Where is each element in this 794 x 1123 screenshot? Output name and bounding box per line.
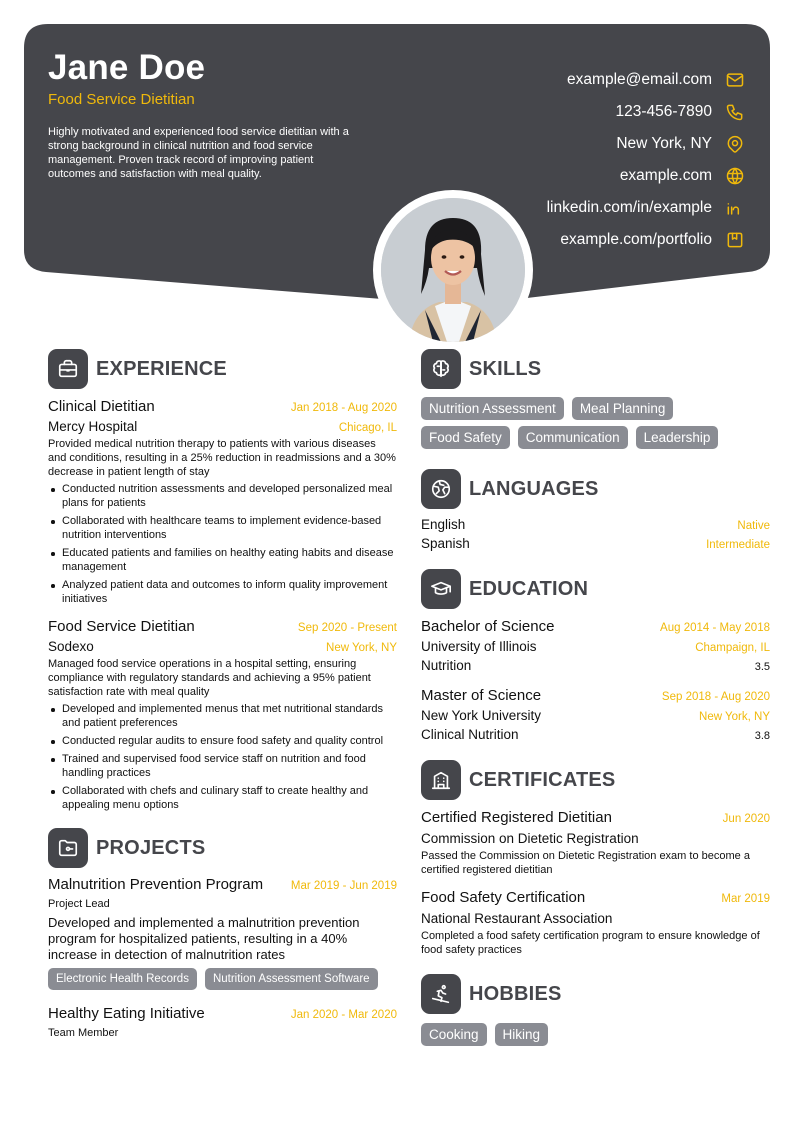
building-icon: [421, 760, 461, 800]
experience-header: [48, 349, 397, 389]
job-org: Sodexo: [48, 639, 94, 654]
project-entry: [48, 1005, 397, 1039]
certificate-date: Mar 2019: [721, 893, 770, 905]
languages-header: [421, 469, 770, 509]
profile-photo-frame: [373, 190, 533, 350]
language-row: [421, 536, 770, 551]
left-column: [48, 349, 397, 1039]
languages-title: LANGUAGES: [469, 477, 599, 500]
job-location: Chicago, IL: [338, 422, 397, 434]
certificates-header: [421, 760, 770, 800]
education-entry: [421, 618, 770, 673]
phone-icon: [724, 101, 746, 123]
contact-email-text[interactable]: example@email.com: [567, 71, 712, 88]
language-level: Intermediate: [706, 539, 770, 551]
job-bullets: [48, 702, 397, 812]
brain-icon: [421, 349, 461, 389]
certificate-description: Passed the Commission on Dietetic Registration exam to become a certified registered dietitian: [421, 850, 750, 876]
language-row: [421, 517, 770, 532]
contact-website-text[interactable]: example.com: [619, 167, 712, 184]
projects-title: PROJECTS: [96, 836, 206, 859]
skill-tag: Food Safety: [421, 426, 510, 449]
job-bullet: Collaborated with chefs and culinary staff to create healthy and appealing menu options: [48, 784, 397, 812]
experience-entry: [48, 398, 397, 606]
certificate-description: Completed a food safety certification program to ensure knowledge of food safety practices: [421, 930, 760, 956]
contact-portfolio-text[interactable]: example.com/portfolio: [560, 231, 712, 248]
contact-phone[interactable]: [426, 96, 746, 128]
education-entry: [421, 687, 770, 742]
experience-entry: [48, 618, 397, 812]
project-description: Developed and implemented a malnutrition prevention program for hospitalized patients, resulting in a 40% increase in detection of malnutrition rates: [48, 915, 360, 962]
project-tag: Electronic Health Records: [48, 968, 197, 990]
certificate-name: Certified Registered Dietitian: [421, 809, 612, 826]
job-bullet: Conducted regular audits to ensure food safety and quality control: [48, 734, 397, 748]
certificates-title: CERTIFICATES: [469, 768, 616, 791]
school-location: Champaign, IL: [695, 642, 770, 654]
job-dates: Sep 2020 - Present: [297, 622, 397, 634]
folder-icon: [48, 828, 88, 868]
language-name: English: [421, 517, 466, 532]
education-header: [421, 569, 770, 609]
briefcase-icon: [48, 349, 88, 389]
job-org: Mercy Hospital: [48, 419, 138, 434]
skill-tag: Nutrition Assessment: [421, 397, 564, 420]
field-of-study: Clinical Nutrition: [421, 727, 519, 742]
job-bullet: Analyzed patient data and outcomes to inform quality improvement initiatives: [48, 578, 397, 606]
gpa: 3.5: [754, 661, 770, 673]
job-role: Clinical Dietitian: [48, 398, 155, 415]
globe-grid-icon: [421, 469, 461, 509]
contact-location-text: New York, NY: [616, 135, 712, 152]
globe-icon: [724, 165, 746, 187]
skill-tag: Meal Planning: [572, 397, 674, 420]
certificate-entry: [421, 889, 770, 957]
skill-tag: Leadership: [636, 426, 719, 449]
linkedin-icon: [724, 197, 746, 219]
contact-phone-text[interactable]: 123-456-7890: [615, 103, 712, 120]
project-role: Team Member: [48, 1027, 119, 1039]
right-column: [421, 349, 770, 1052]
certificate-entry: [421, 809, 770, 877]
project-role: Project Lead: [48, 898, 110, 910]
experience-title: EXPERIENCE: [96, 357, 227, 380]
project-tag: Nutrition Assessment Software: [205, 968, 378, 990]
job-location: New York, NY: [326, 642, 397, 654]
field-of-study: Nutrition: [421, 658, 472, 673]
portfolio-icon: [724, 229, 746, 251]
hobbies-tags: [421, 1023, 770, 1052]
skill-tag: Communication: [518, 426, 628, 449]
hobby-tag: Hiking: [495, 1023, 549, 1046]
project-name: Healthy Eating Initiative: [48, 1005, 205, 1022]
contact-email[interactable]: [426, 64, 746, 96]
project-dates: Mar 2019 - Jun 2019: [290, 880, 397, 892]
profile-photo: [381, 198, 525, 342]
graduation-cap-icon: [421, 569, 461, 609]
certificate-issuer: Commission on Dietetic Registration: [421, 831, 639, 846]
projects-header: [48, 828, 397, 868]
job-summary: Managed food service operations in a hospital setting, ensuring compliance with regulatory standards and achieving a 95% patient satisfaction rate with meal quality: [48, 658, 371, 698]
skills-header: [421, 349, 770, 389]
job-dates: Jan 2018 - Aug 2020: [290, 402, 397, 414]
gpa: 3.8: [754, 730, 770, 742]
school-location: New York, NY: [699, 711, 770, 723]
school: University of Illinois: [421, 639, 537, 654]
project-entry: [48, 876, 397, 996]
degree: Bachelor of Science: [421, 618, 555, 635]
certificate-issuer: National Restaurant Association: [421, 911, 613, 926]
hobby-tag: Cooking: [421, 1023, 487, 1046]
profile-summary: Highly motivated and experienced food service dietitian with a strong background in clinical nutrition and food service management. Proven track record of improving patient outcomes and satisfaction with meal quality.: [48, 126, 349, 180]
location-pin-icon: [724, 133, 746, 155]
job-bullet: Collaborated with healthcare teams to implement evidence-based nutrition interventions: [48, 514, 397, 542]
contact-linkedin-text[interactable]: linkedin.com/in/example: [546, 199, 712, 216]
certificate-date: Jun 2020: [722, 813, 770, 825]
job-bullets: [48, 482, 397, 606]
project-name: Malnutrition Prevention Program: [48, 876, 264, 893]
education-title: EDUCATION: [469, 577, 589, 600]
job-bullet: Trained and supervised food service staff on nutrition and food handling practices: [48, 752, 397, 780]
contact-website[interactable]: [426, 160, 746, 192]
job-bullet: Developed and implemented menus that met nutritional standards and patient preferences: [48, 702, 397, 730]
job-bullet: Educated patients and families on healthy eating habits and disease management: [48, 546, 397, 574]
certificate-name: Food Safety Certification: [421, 889, 586, 906]
languages-list: [421, 517, 770, 551]
candidate-name: Jane Doe: [48, 48, 206, 87]
language-level: Native: [737, 520, 770, 532]
hobbies-header: [421, 974, 770, 1014]
mail-icon: [724, 69, 746, 91]
job-summary: Provided medical nutrition therapy to patients with various diseases and conditions, resulting in a 25% reduction in readmissions and a 30% decrease in patient length of stay: [48, 438, 396, 478]
job-role: Food Service Dietitian: [48, 618, 195, 635]
contact-location: [426, 128, 746, 160]
degree: Master of Science: [421, 687, 542, 704]
language-name: Spanish: [421, 536, 470, 551]
education-dates: Aug 2014 - May 2018: [660, 622, 770, 634]
education-dates: Sep 2018 - Aug 2020: [661, 691, 770, 703]
hobbies-title: HOBBIES: [469, 982, 562, 1005]
job-bullet: Conducted nutrition assessments and developed personalized meal plans for patients: [48, 482, 397, 510]
candidate-title: Food Service Dietitian: [48, 91, 195, 108]
skiing-icon: [421, 974, 461, 1014]
project-tags: [48, 968, 397, 996]
school: New York University: [421, 708, 542, 723]
project-dates: Jan 2020 - Mar 2020: [290, 1009, 397, 1021]
skills-title: SKILLS: [469, 357, 542, 380]
skills-tags: [421, 397, 770, 455]
